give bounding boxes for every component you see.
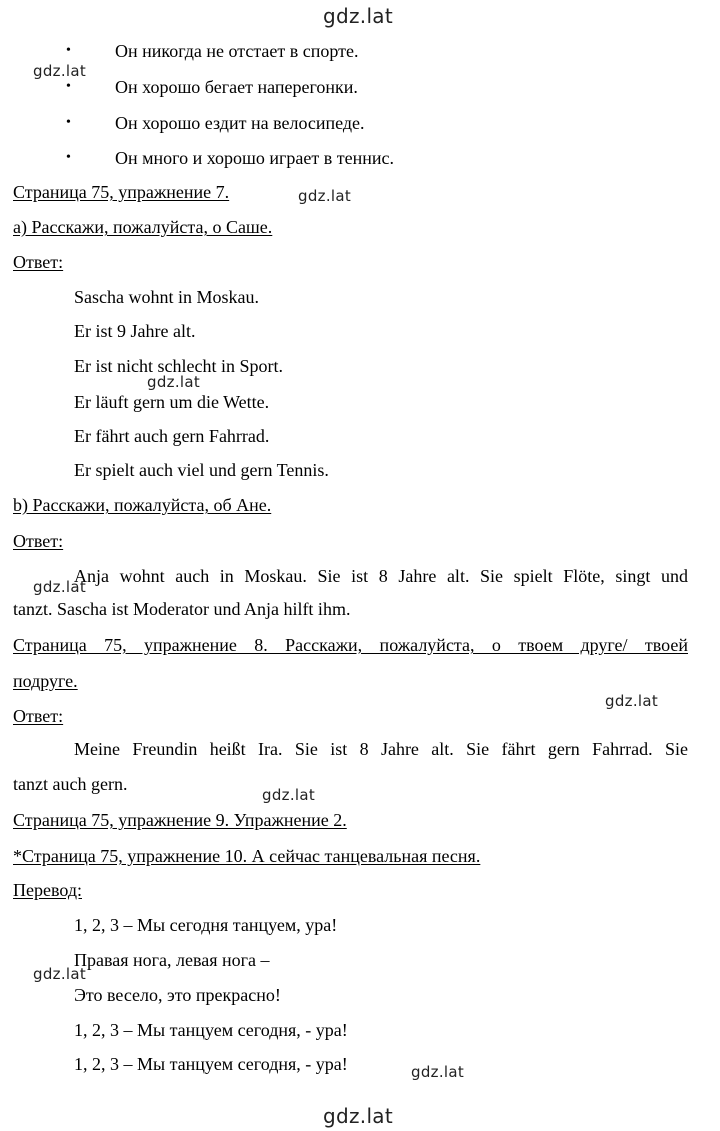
watermark: gdz.lat xyxy=(298,187,352,205)
watermark-bottom: gdz.lat xyxy=(323,1104,394,1128)
exercise-10-heading: *Страница 75, упражнение 10. А сейчас танцевальная песня. xyxy=(13,846,481,866)
exercise-8-heading-line-1: Страница 75, упражнение 8. Расскажи, пожалуйста, о твоем друге/ твоей xyxy=(13,635,688,655)
list-item: Он хорошо бегает наперегонки. xyxy=(115,77,358,97)
exercise-7b-heading: b) Расскажи, пожалуйста, об Ане. xyxy=(13,495,272,515)
watermark: gdz.lat xyxy=(262,786,316,804)
bullet-glyph: • xyxy=(66,150,71,165)
list-item: Он никогда не отстает в спорте. xyxy=(115,41,359,61)
answer-line: Er fährt auch gern Fahrrad. xyxy=(74,426,270,446)
answer-line: Er ist nicht schlecht in Sport. xyxy=(74,356,283,376)
answer-label: Ответ: xyxy=(13,252,64,272)
watermark: gdz.lat xyxy=(33,578,87,596)
answer-line: Er ist 9 Jahre alt. xyxy=(74,321,196,341)
song-line: Правая нога, левая нога – xyxy=(74,950,270,970)
list-item: Он много и хорошо играет в теннис. xyxy=(115,148,394,168)
song-line: 1, 2, 3 – Мы танцуем сегодня, - ура! xyxy=(74,1054,348,1074)
song-line: Это весело, это прекрасно! xyxy=(74,985,281,1005)
exercise-7-heading: Страница 75, упражнение 7. xyxy=(13,182,230,202)
answer-line: Sascha wohnt in Moskau. xyxy=(74,287,259,307)
answer-line: Er spielt auch viel und gern Tennis. xyxy=(74,460,329,480)
answer-label: Ответ: xyxy=(13,531,64,551)
exercise-7b-answer-line-2: tanzt. Sascha ist Moderator und Anja hilft ihm. xyxy=(13,599,351,619)
watermark: gdz.lat xyxy=(411,1063,465,1081)
watermark-top: gdz.lat xyxy=(323,4,394,28)
translation-label: Перевод: xyxy=(13,880,82,900)
bullet-glyph: • xyxy=(66,115,71,130)
answer-line: Er läuft gern um die Wette. xyxy=(74,392,270,412)
exercise-8-heading-line-2: подруге. xyxy=(13,671,78,691)
exercise-8-answer-line-1: Meine Freundin heißt Ira. Sie ist 8 Jahre alt. Sie fährt gern Fahrrad. Sie xyxy=(74,739,688,759)
answer-label: Ответ: xyxy=(13,706,64,726)
watermark: gdz.lat xyxy=(147,373,201,391)
bullet-glyph: • xyxy=(66,43,71,58)
watermark: gdz.lat xyxy=(33,965,87,983)
song-line: 1, 2, 3 – Мы сегодня танцуем, ура! xyxy=(74,915,338,935)
exercise-7b-answer-line-1: Anja wohnt auch in Moskau. Sie ist 8 Jahre alt. Sie spielt Flöte, singt und xyxy=(74,566,688,586)
watermark: gdz.lat xyxy=(33,62,87,80)
exercise-8-answer-line-2: tanzt auch gern. xyxy=(13,774,128,794)
list-item: Он хорошо ездит на велосипеде. xyxy=(115,113,365,133)
exercise-9-heading: Страница 75, упражнение 9. Упражнение 2. xyxy=(13,810,347,830)
exercise-7a-heading: а) Расскажи, пожалуйста, о Саше. xyxy=(13,217,273,237)
bullet-glyph: • xyxy=(66,79,71,94)
song-line: 1, 2, 3 – Мы танцуем сегодня, - ура! xyxy=(74,1020,348,1040)
watermark: gdz.lat xyxy=(605,692,659,710)
